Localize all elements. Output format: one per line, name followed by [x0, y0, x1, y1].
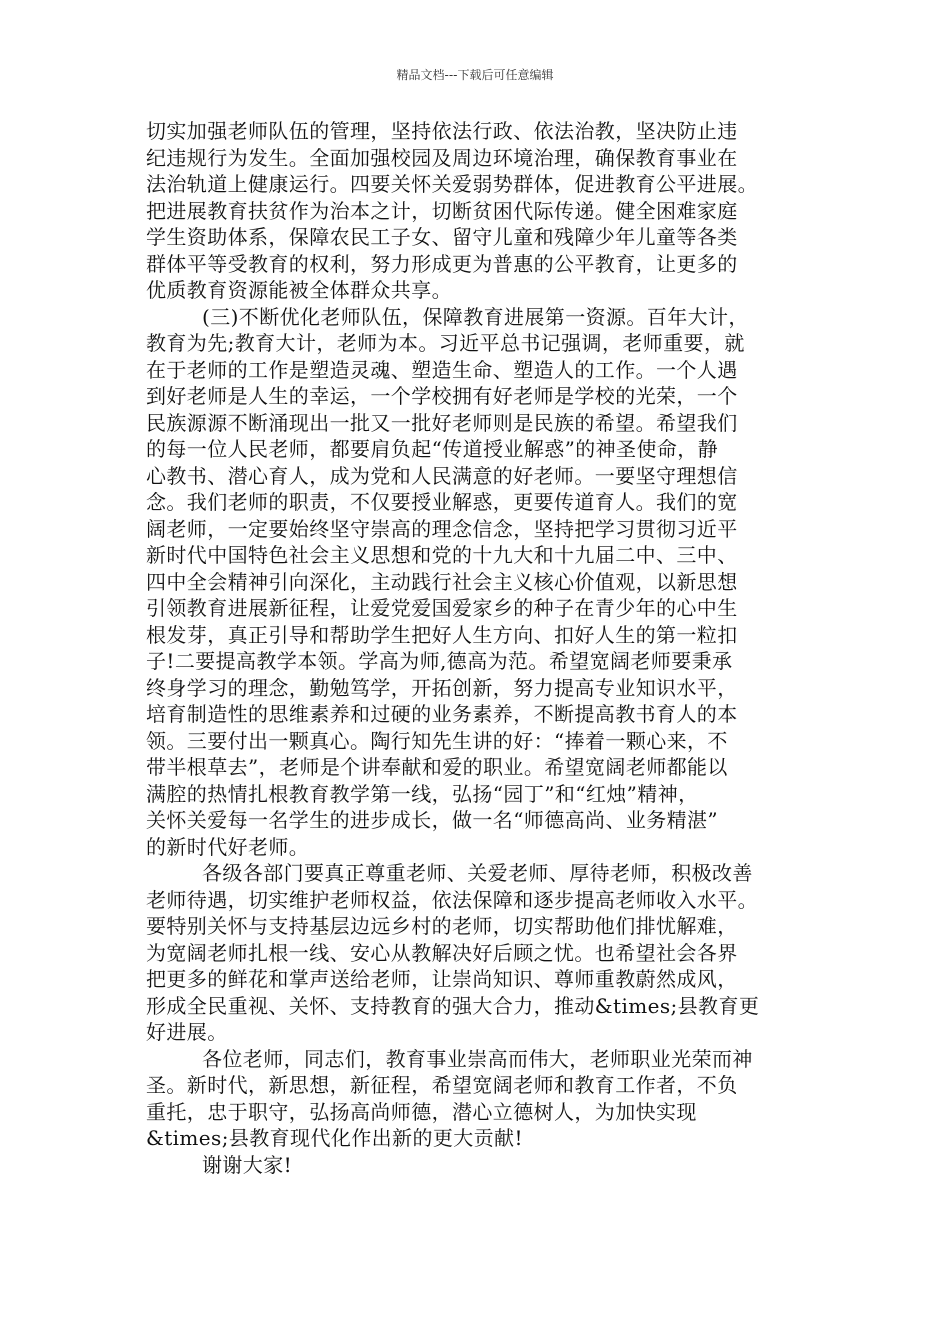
text-line: 带半根草去”，老师是个讲奉献和爱的职业。希望宽阔老师都能以 — [146, 755, 728, 779]
text-line: 谢谢大家! — [202, 1152, 293, 1177]
text-line: 的每一位人民老师，都要肩负起“传道授业解惑”的神圣使命，静 — [146, 437, 719, 461]
page-header: 精品文档---下载后可任意编辑 — [396, 68, 554, 82]
text-line: 法治轨道上健康运行。四要关怀关爱弱势群体，促进教育公平进展。 — [146, 172, 758, 196]
text-line: 四中全会精神引向深化，主动践行社会主义核心价值观，以新思想 — [146, 569, 738, 594]
text-line: 到好老师是人生的幸运，一个学校拥有好老师是学校的光荣，一个 — [146, 384, 738, 408]
text-line: 培育制造性的思维素养和过硬的业务素养，不断提高教书育人的本 — [146, 702, 738, 726]
text-line: (三)不断优化老师队伍，保障教育进展第一资源。百年大计， — [202, 304, 749, 329]
text-line: 引领教育进展新征程，让爱党爱国爱家乡的种子在青少年的心中生 — [146, 596, 738, 620]
text-line: 各级各部门要真正尊重老师、关爱老师、厚待老师，积极改善 — [202, 861, 753, 885]
text-line: 各位老师，同志们，教育事业崇高而伟大，老师职业光荣而神 — [202, 1046, 753, 1071]
text-line: 根发芽，真正引导和帮助学生把好人生方向、扣好人生的第一粒扣 — [146, 622, 738, 647]
text-line: 好进展。 — [146, 1020, 228, 1044]
text-line: 把更多的鲜花和掌声送给老师，让崇尚知识、尊师重教蔚然成风， — [146, 967, 738, 991]
text-line: 为宽阔老师扎根一线、安心从教解决好后顾之忧。也希望社会各界 — [146, 940, 738, 965]
text-line: 切实加强老师队伍的管理，坚持依法行政、依法治教，坚决防止违 — [146, 119, 738, 143]
text-line: 子!二要提高教学本领。学高为师,德高为范。希望宽阔老师要秉承 — [146, 649, 733, 673]
text-line: 老师待遇，切实维护老师权益，依法保障和逐步提高老师收入水平。 — [146, 887, 758, 912]
text-line: 在于老师的工作是塑造灵魂、塑造生命、塑造人的工作。一个人遇 — [146, 357, 738, 382]
text-line: 纪违规行为发生。全面加强校园及周边环境治理，确保教育事业在 — [146, 145, 738, 170]
text-line: 满腔的热情扎根教育教学第一线，弘扬“园丁”和“红烛”精神， — [146, 781, 699, 806]
document-body — [146, 118, 822, 1178]
text-line: 重托，忠于职守，弘扬高尚师德，潜心立德树人，为加快实现 — [146, 1099, 697, 1124]
text-line: 圣。新时代，新思想，新征程，希望宽阔老师和教育工作者，不负 — [146, 1073, 738, 1097]
text-line: 把进展教育扶贫作为治本之计，切断贫困代际传递。健全困难家庭 — [146, 198, 738, 223]
text-line: 优质教育资源能被全体群众共享。 — [146, 278, 452, 302]
text-line: 关怀关爱每一名学生的进步成长，做一名“师德高尚、业务精湛” — [146, 808, 719, 832]
text-line: 心教书、潜心育人，成为党和人民满意的好老师。一要坚守理想信 — [146, 463, 738, 488]
text-line: 新时代中国特色社会主义思想和党的十九大和十九届二中、三中、 — [146, 543, 738, 567]
text-line: 念。我们老师的职责，不仅要授业解惑，更要传道育人。我们的宽 — [146, 490, 738, 514]
text-line: 终身学习的理念，勤勉笃学，开拓创新，努力提高专业知识水平， — [146, 675, 738, 700]
text-line: 形成全民重视、关怀、支持教育的强大合力，推动&times;县教育更 — [146, 993, 760, 1018]
text-line: 教育为先;教育大计，老师为本。习近平总书记强调，老师重要，就 — [146, 331, 745, 355]
text-line: 阔老师，一定要始终坚守崇高的理念信念，坚持把学习贯彻习近平 — [146, 516, 738, 541]
text-line: 民族源源不断涌现出一批又一批好老师则是民族的希望。希望我们 — [146, 410, 738, 435]
text-line: &times;县教育现代化作出新的更大贡献! — [146, 1126, 523, 1150]
text-line: 学生资助体系，保障农民工子女、留守儿童和残障少年儿童等各类 — [146, 225, 738, 249]
text-line: 领。三要付出一颗真心。陶行知先生讲的好：“捧着一颗心来，不 — [146, 728, 728, 753]
text-line: 群体平等受教育的权利，努力形成更为普惠的公平教育，让更多的 — [146, 251, 738, 276]
text-line: 的新时代好老师。 — [146, 834, 310, 859]
text-line: 要特别关怀与支持基层边远乡村的老师，切实帮助他们排忧解难， — [146, 914, 738, 938]
